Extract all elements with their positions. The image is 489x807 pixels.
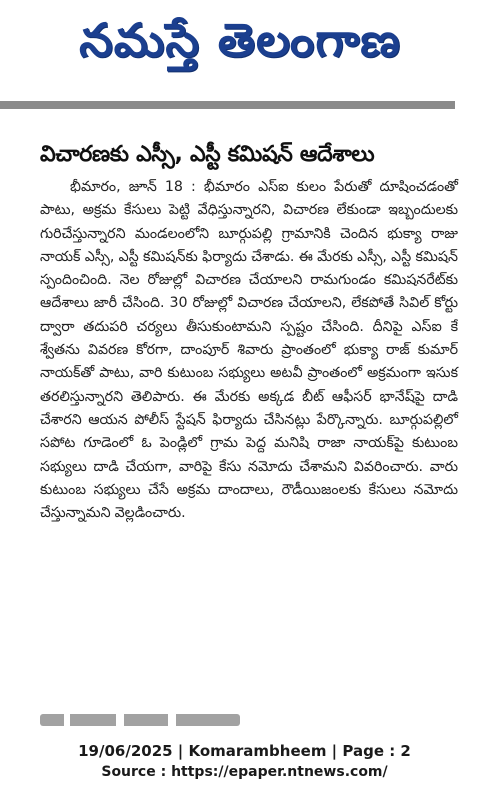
article-body: భీమారం, జూన్ 18 : భీమారం ఎస్ఐ కులం పేరుతో దూషించడంతో పాటు, అక్రమ కేసులు పెట్టి వేధిస్తున్నారని, విచారణ లేకుండా ఇబ్బందులకు గురిచేస్తున్నారని మండలంలోని బూర్గుపల్లి గ్రామానికి చెందిన భుక్యా రాజు నాయక్ ఎస్సీ, ఎస్టీ కమిషన్‌కు ఫిర్యాదు చేశాడు. ఈ మేరకు ఎస్సీ, ఎస్టీ కమిషన్ స్పందించింది. నెల రోజుల్లో విచారణ చేయాలని రామగుండం కమిషనరేట్‌కు ఆదేశాలు జారీ చేసింది. 30 రోజుల్లో విచారణ చేయాలని, లేకపోతే సివిల్ కోర్టు ద్వారా తదుపరి చర్యలు తీసుకుంటామని స్పష్టం చేసింది. దీనిపై ఎస్ఐ కే శ్వేతను వివరణ కోరగా, దాంపూర్ శివారు ప్రాంతంలో భుక్యా రాజ్ కుమార్ నాయక్‌తో పాటు, వారి కుటుంబ సభ్యులు అటవీ ప్రాంతంలో అక్రమంగా ఇసుక తరలిస్తున్నారని తెలిపారు. ఈ మేరకు అక్కడ బీట్ ఆఫీసర్ భానేష్‌పై దాడి చేశారని ఆయన పోలీస్ స్టేషన్ ఫిర్యాదు చేసినట్లు పేర్కొన్నారు. బూర్గుపల్లిలో సపోట గూడెంలో ఓ పెండ్లిలో గ్రామ పెద్ద మనిషి రాజా నాయక్‌పై కుటుంబ సభ్యులు దాడి చేయగా, వారిపై కేసు నమోదు చేశామని వివరించారు. వారు కుటుంబ సభ్యులు చేసే అక్రమ దాందాలు, రౌడీయిజంలకు కేసులు నమోదు చేస్తున్నామని వెల్లడించారు. <box>40 179 458 522</box>
source-link[interactable]: Source : https://epaper.ntnews.com/ <box>101 764 388 780</box>
edition-info: 19/06/2025 | Komarambheem | Page : 2 <box>78 742 411 760</box>
cropped-next-headline <box>40 714 240 726</box>
page-footer <box>0 740 489 782</box>
masthead <box>0 0 489 100</box>
newspaper-logo: నమస్తే తెలంగాణ <box>79 13 401 67</box>
article-headline: విచారణకు ఎస్సీ, ఎస్టీ కమిషన్ ఆదేశాలు <box>40 142 375 167</box>
masthead-divider <box>0 101 455 109</box>
news-article <box>40 140 458 525</box>
